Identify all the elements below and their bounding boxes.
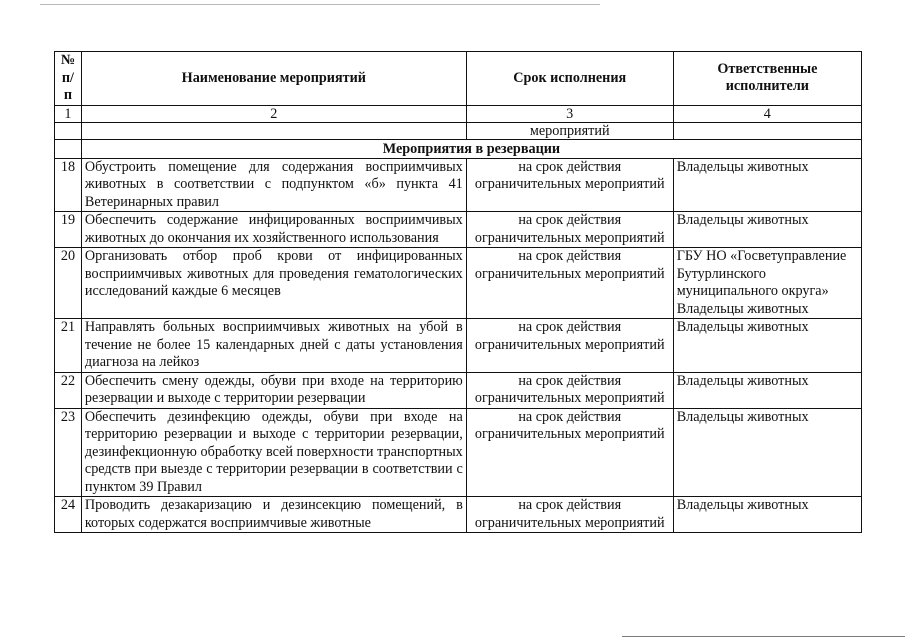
row-deadline: на срок действия ограничительных мероприятий	[466, 408, 673, 497]
section-row	[55, 139, 862, 158]
section-num-cell	[55, 139, 82, 158]
scan-edge-line-bottom	[622, 636, 905, 637]
row-responsible: Владельцы животных	[673, 372, 861, 408]
row-name: Обеспечить дезинфекцию одежды, обуви при входе на территорию резервации и выходе с территории резервации, дезинфекционную обработку всей поверхности транспортных средств при выезде с территории резервации в соответствии с пунктом 39 Правил	[81, 408, 466, 497]
row-num: 19	[55, 212, 82, 248]
row-num: 23	[55, 408, 82, 497]
row-responsible: Владельцы животных	[673, 158, 861, 212]
table-row	[55, 497, 862, 533]
row-responsible: ГБУ НО «Госветуправление Бутурлинского муниципального округа» Владельцы животных	[673, 248, 861, 319]
row-deadline: на срок действия ограничительных мероприятий	[466, 319, 673, 373]
carry-over-num	[55, 122, 82, 139]
table-row	[55, 248, 862, 319]
row-deadline: на срок действия ограничительных мероприятий	[466, 372, 673, 408]
measures-table	[54, 51, 862, 533]
carry-over-deadline: мероприятий	[466, 122, 673, 139]
row-deadline: на срок действия ограничительных мероприятий	[466, 212, 673, 248]
row-deadline: на срок действия ограничительных мероприятий	[466, 158, 673, 212]
row-name: Обустроить помещение для содержания восприимчивых животных в соответствии с подпунктом «б» пункта 41 Ветеринарных правил	[81, 158, 466, 212]
row-responsible: Владельцы животных	[673, 497, 861, 533]
row-deadline: на срок действия ограничительных мероприятий	[466, 497, 673, 533]
table-row	[55, 372, 862, 408]
header-name: Наименование мероприятий	[81, 52, 466, 106]
table-row	[55, 319, 862, 373]
carry-over-row	[55, 122, 862, 139]
column-number: 3	[466, 105, 673, 122]
row-deadline: на срок действия ограничительных мероприятий	[466, 248, 673, 319]
row-responsible: Владельцы животных	[673, 408, 861, 497]
header-num: № п/п	[55, 52, 82, 106]
carry-over-responsible	[673, 122, 861, 139]
row-name: Организовать отбор проб крови от инфицированных восприимчивых животных для проведения гематологических исследований каждые 6 месяцев	[81, 248, 466, 319]
row-name: Проводить дезакаризацию и дезинсекцию помещений, в которых содержатся восприимчивые животные	[81, 497, 466, 533]
column-number-row	[55, 105, 862, 122]
table-row	[55, 158, 862, 212]
row-name: Направлять больных восприимчивых животных на убой в течение не более 15 календарных дней с даты установления диагноза на лейкоз	[81, 319, 466, 373]
row-num: 24	[55, 497, 82, 533]
table-header-row	[55, 52, 862, 106]
table-rows	[55, 158, 862, 533]
row-name: Обеспечить содержание инфицированных восприимчивых животных до окончания их хозяйственного использования	[81, 212, 466, 248]
header-deadline: Срок исполнения	[466, 52, 673, 106]
column-number: 1	[55, 105, 82, 122]
carry-over-name	[81, 122, 466, 139]
table-row	[55, 408, 862, 497]
row-num: 22	[55, 372, 82, 408]
column-number: 4	[673, 105, 861, 122]
table-row	[55, 212, 862, 248]
section-title: Мероприятия в резервации	[81, 139, 861, 158]
row-responsible: Владельцы животных	[673, 319, 861, 373]
column-number: 2	[81, 105, 466, 122]
row-num: 20	[55, 248, 82, 319]
row-num: 18	[55, 158, 82, 212]
row-responsible: Владельцы животных	[673, 212, 861, 248]
scan-edge-line-top	[40, 4, 600, 5]
header-responsible: Ответственные исполнители	[673, 52, 861, 106]
row-num: 21	[55, 319, 82, 373]
row-name: Обеспечить смену одежды, обуви при входе на территорию резервации и выходе с территории резервации	[81, 372, 466, 408]
